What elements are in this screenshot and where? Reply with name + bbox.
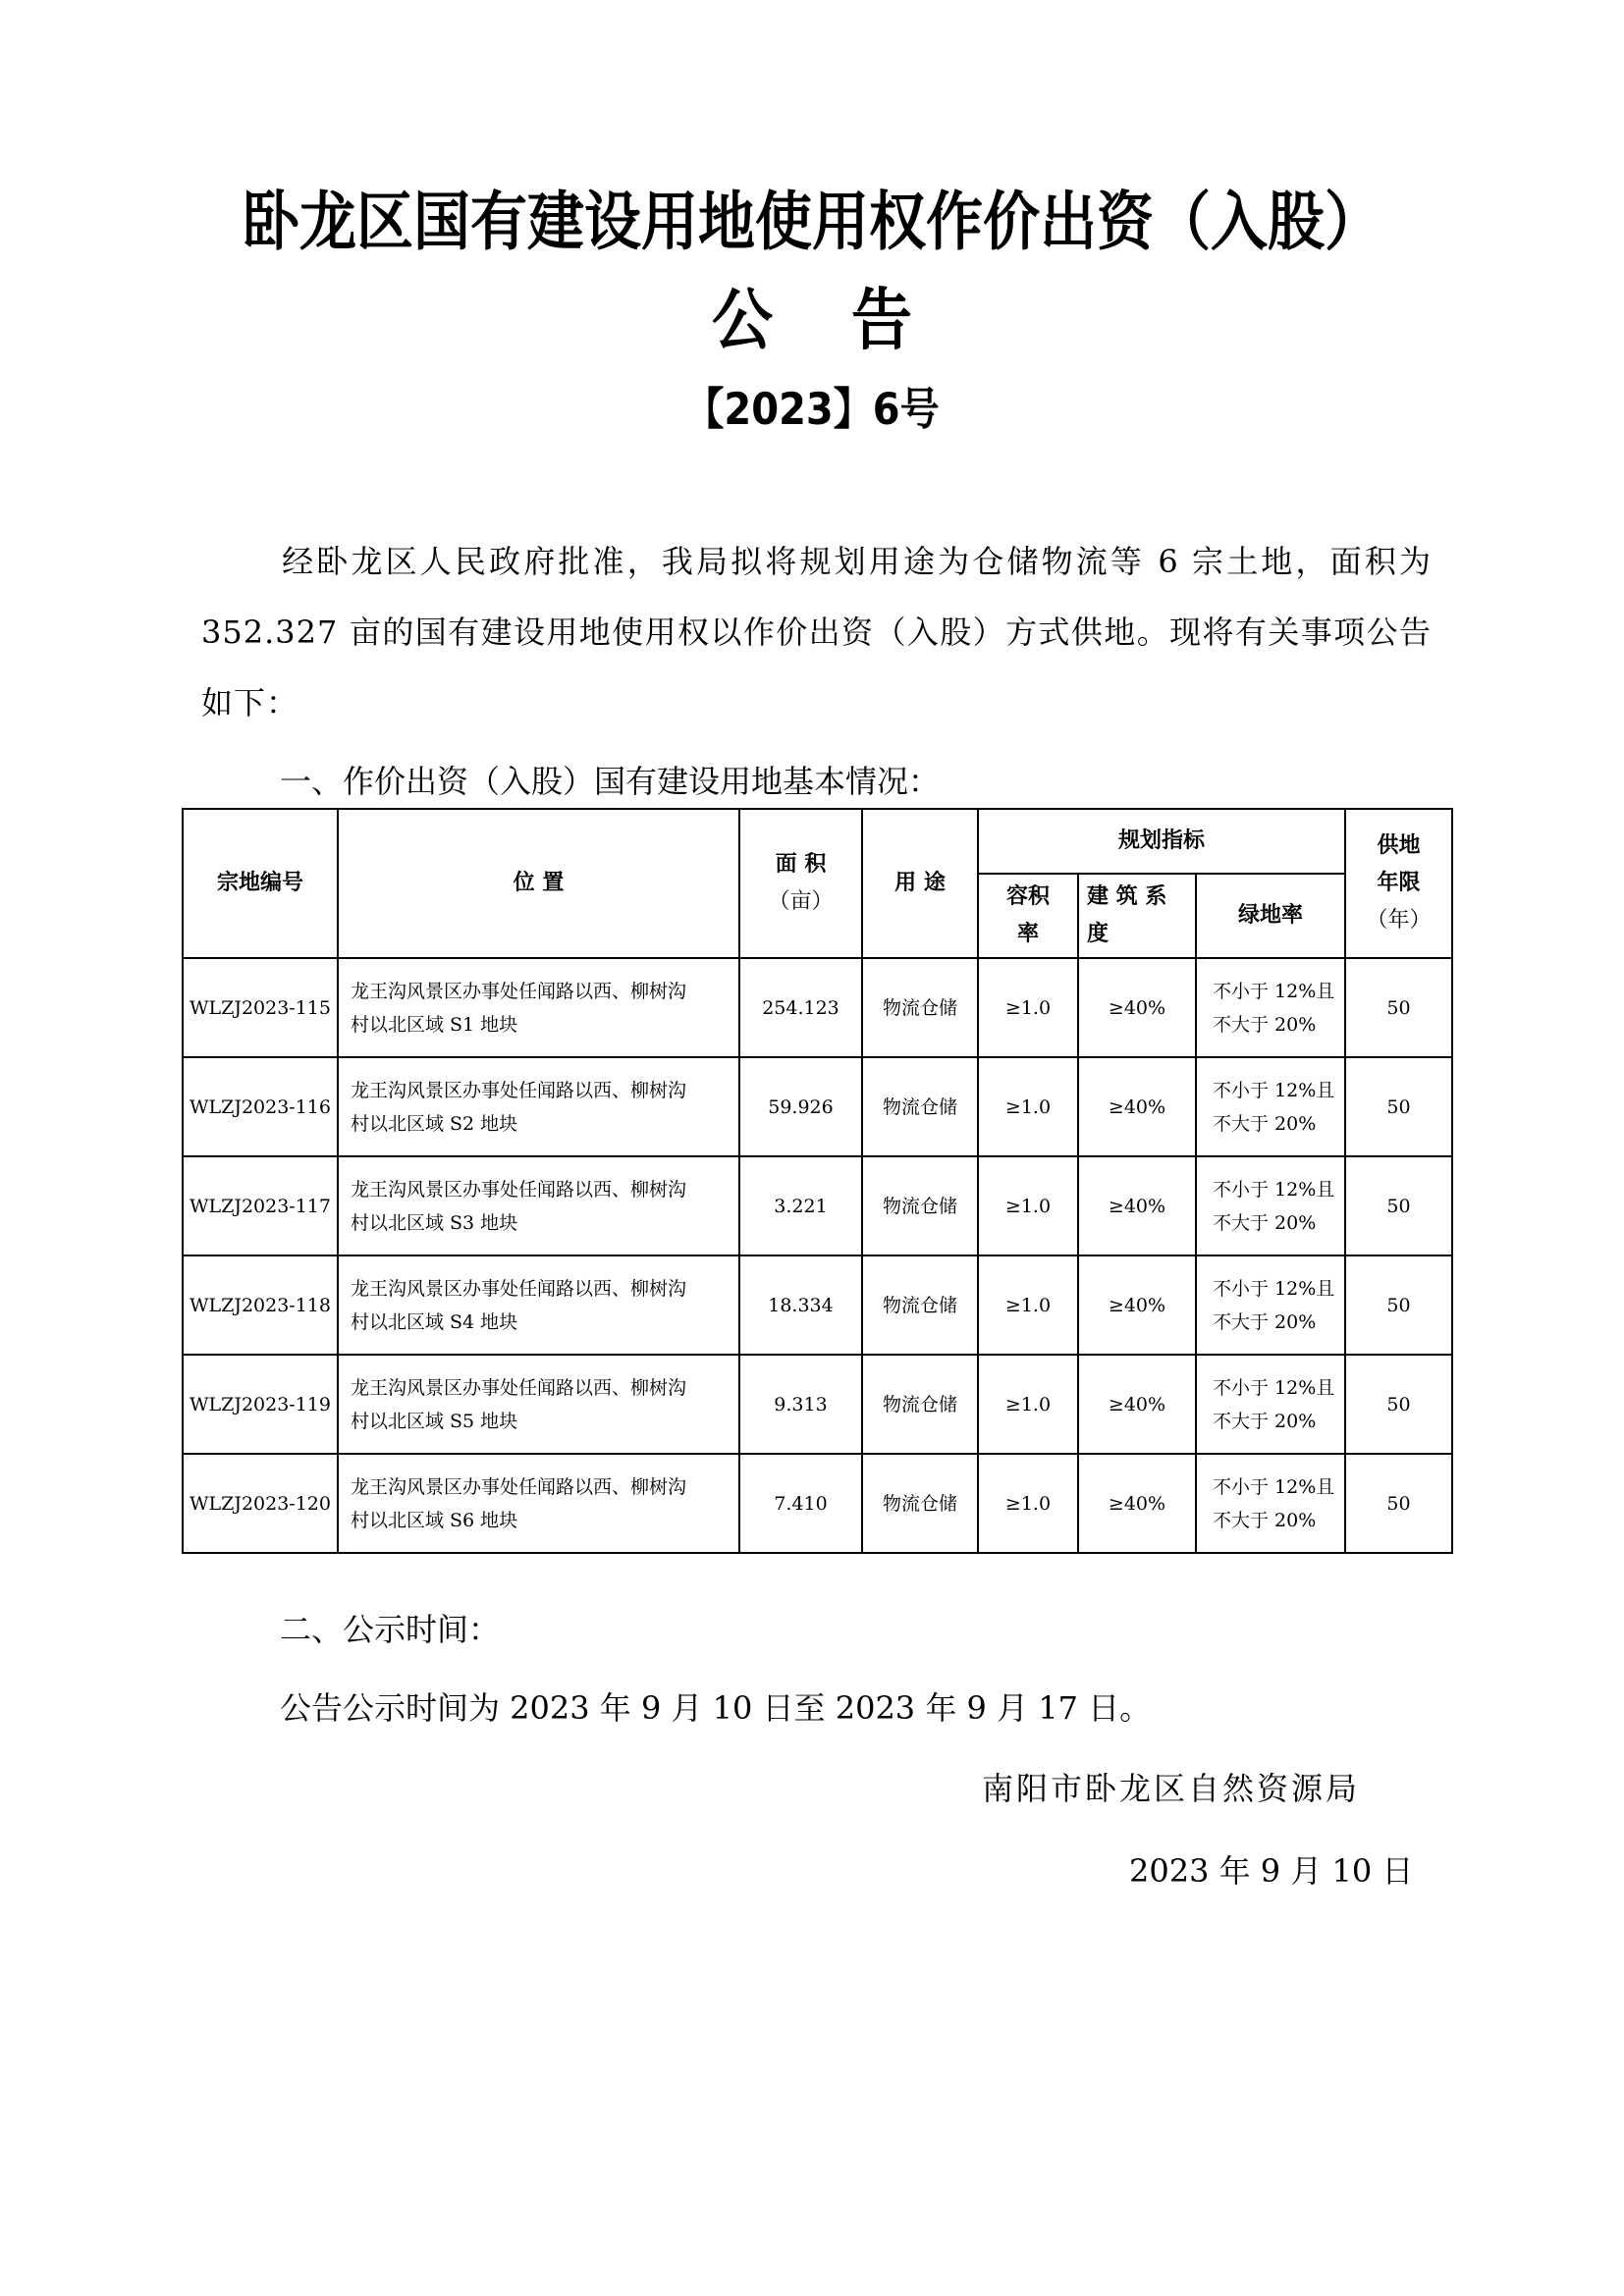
cell-green-ratio xyxy=(1196,1454,1345,1553)
green-line2: 不大于 20% xyxy=(1213,1013,1317,1036)
cell-term: 50 xyxy=(1345,1355,1452,1454)
table-row xyxy=(183,1156,1452,1255)
cell-green-ratio xyxy=(1196,1255,1345,1355)
header-parcel-no: 宗地编号 xyxy=(183,809,338,958)
green-line1: 不小于 12%且 xyxy=(1213,1376,1335,1399)
location-line1: 龙王沟风景区办事处任闻路以西、柳树沟 xyxy=(351,1376,687,1399)
header-coverage-line1: 建 筑 系 xyxy=(1087,884,1167,909)
cell-area: 9.313 xyxy=(739,1355,862,1454)
location-line2: 村以北区域 S1 地块 xyxy=(351,1013,518,1036)
header-term-line1: 供地 xyxy=(1377,833,1421,858)
cell-coverage: ≥40% xyxy=(1078,1255,1196,1355)
cell-far: ≥1.0 xyxy=(978,1454,1078,1553)
green-line2: 不大于 20% xyxy=(1213,1112,1317,1135)
green-line2: 不大于 20% xyxy=(1213,1310,1317,1333)
cell-area: 254.123 xyxy=(739,958,862,1057)
location-line1: 龙王沟风景区办事处任闻路以西、柳树沟 xyxy=(351,1079,687,1101)
intro-paragraph xyxy=(201,526,1432,738)
header-far xyxy=(978,874,1078,958)
cell-parcel-no: WLZJ2023-117 xyxy=(183,1156,338,1255)
header-coverage xyxy=(1078,874,1196,958)
table-row xyxy=(183,958,1452,1057)
cell-term: 50 xyxy=(1345,958,1452,1057)
green-line1: 不小于 12%且 xyxy=(1213,1475,1335,1498)
cell-area: 3.221 xyxy=(739,1156,862,1255)
cell-green-ratio xyxy=(1196,1156,1345,1255)
cell-location xyxy=(338,1454,739,1553)
table-row xyxy=(183,1255,1452,1355)
cell-parcel-no: WLZJ2023-116 xyxy=(183,1057,338,1156)
cell-term: 50 xyxy=(1345,1255,1452,1355)
cell-location xyxy=(338,1156,739,1255)
document-title: 卧龙区国有建设用地使用权作价出资（入股） xyxy=(242,184,1381,259)
header-far-line2: 率 xyxy=(1016,922,1039,946)
location-line2: 村以北区域 S5 地块 xyxy=(351,1410,518,1432)
document-subtitle xyxy=(0,267,1624,363)
signature-date: 2023 年 9 月 10 日 xyxy=(1129,1852,1414,1890)
cell-far: ≥1.0 xyxy=(978,1355,1078,1454)
header-term-line2: 年限 xyxy=(1377,871,1421,895)
header-area xyxy=(739,809,862,958)
green-line2: 不大于 20% xyxy=(1213,1410,1317,1432)
subtitle-char-1: 公 xyxy=(711,280,773,360)
table-row xyxy=(183,1454,1452,1553)
cell-far: ≥1.0 xyxy=(978,958,1078,1057)
header-green-ratio: 绿地率 xyxy=(1196,874,1345,958)
green-line1: 不小于 12%且 xyxy=(1213,1178,1335,1201)
location-line1: 龙王沟风景区办事处任闻路以西、柳树沟 xyxy=(351,1475,687,1498)
cell-term: 50 xyxy=(1345,1156,1452,1255)
cell-location xyxy=(338,1057,739,1156)
cell-location xyxy=(338,958,739,1057)
cell-coverage: ≥40% xyxy=(1078,1156,1196,1255)
cell-location xyxy=(338,1255,739,1355)
table-row xyxy=(183,1057,1452,1156)
green-line1: 不小于 12%且 xyxy=(1213,980,1335,1002)
header-location: 位 置 xyxy=(338,809,739,958)
cell-parcel-no: WLZJ2023-115 xyxy=(183,958,338,1057)
cell-parcel-no: WLZJ2023-119 xyxy=(183,1355,338,1454)
location-line2: 村以北区域 S4 地块 xyxy=(351,1310,518,1333)
land-parcel-table xyxy=(182,808,1453,1554)
cell-usage: 物流仓储 xyxy=(862,1255,978,1355)
green-line2: 不大于 20% xyxy=(1213,1211,1317,1234)
cell-usage: 物流仓储 xyxy=(862,1156,978,1255)
header-planning-indicators: 规划指标 xyxy=(978,809,1345,874)
section1-heading: 一、作价出资（入股）国有建设用地基本情况： xyxy=(280,763,941,800)
location-line1: 龙王沟风景区办事处任闻路以西、柳树沟 xyxy=(351,980,687,1002)
cell-area: 59.926 xyxy=(739,1057,862,1156)
cell-coverage: ≥40% xyxy=(1078,1057,1196,1156)
location-line1: 龙王沟风景区办事处任闻路以西、柳树沟 xyxy=(351,1178,687,1201)
signature-org: 南阳市卧龙区自然资源局 xyxy=(982,1770,1361,1807)
cell-far: ≥1.0 xyxy=(978,1255,1078,1355)
cell-usage: 物流仓储 xyxy=(862,1355,978,1454)
publicity-period: 公告公示时间为 2023 年 9 月 10 日至 2023 年 9 月 17 日。 xyxy=(280,1689,1152,1727)
cell-location xyxy=(338,1355,739,1454)
green-line2: 不大于 20% xyxy=(1213,1509,1317,1531)
subtitle-char-2: 告 xyxy=(851,280,913,360)
cell-area: 7.410 xyxy=(739,1454,862,1553)
header-far-line1: 容积 xyxy=(1005,884,1050,909)
header-area-line2: （亩） xyxy=(768,889,834,914)
header-usage: 用 途 xyxy=(862,809,978,958)
green-line1: 不小于 12%且 xyxy=(1213,1277,1335,1300)
cell-parcel-no: WLZJ2023-120 xyxy=(183,1454,338,1553)
cell-usage: 物流仓储 xyxy=(862,1057,978,1156)
header-term xyxy=(1345,809,1452,958)
table-header-row xyxy=(183,809,1452,874)
header-term-line3: （年） xyxy=(1366,908,1432,933)
section2-heading: 二、公示时间： xyxy=(280,1611,501,1648)
cell-usage: 物流仓储 xyxy=(862,1454,978,1553)
location-line2: 村以北区域 S2 地块 xyxy=(351,1112,518,1135)
location-line2: 村以北区域 S3 地块 xyxy=(351,1211,518,1234)
cell-term: 50 xyxy=(1345,1057,1452,1156)
cell-far: ≥1.0 xyxy=(978,1057,1078,1156)
cell-far: ≥1.0 xyxy=(978,1156,1078,1255)
table-row xyxy=(183,1355,1452,1454)
header-area-line1: 面 积 xyxy=(775,852,827,877)
cell-green-ratio xyxy=(1196,1057,1345,1156)
location-line1: 龙王沟风景区办事处任闻路以西、柳树沟 xyxy=(351,1277,687,1300)
cell-coverage: ≥40% xyxy=(1078,1454,1196,1553)
document-number: 【2023】6号 xyxy=(684,384,940,436)
cell-green-ratio xyxy=(1196,1355,1345,1454)
cell-term: 50 xyxy=(1345,1454,1452,1553)
cell-usage: 物流仓储 xyxy=(862,958,978,1057)
green-line1: 不小于 12%且 xyxy=(1213,1079,1335,1101)
location-line2: 村以北区域 S6 地块 xyxy=(351,1509,518,1531)
header-coverage-line2: 度 xyxy=(1087,922,1110,946)
intro-text: 经卧龙区人民政府批准，我局拟将规划用途为仓储物流等 6 宗土地，面积为 352.327 亩的国有建设用地使用权以作价出资（入股）方式供地。现将有关事项公告如下： xyxy=(201,543,1432,721)
cell-coverage: ≥40% xyxy=(1078,1355,1196,1454)
cell-parcel-no: WLZJ2023-118 xyxy=(183,1255,338,1355)
cell-green-ratio xyxy=(1196,958,1345,1057)
cell-coverage: ≥40% xyxy=(1078,958,1196,1057)
cell-area: 18.334 xyxy=(739,1255,862,1355)
